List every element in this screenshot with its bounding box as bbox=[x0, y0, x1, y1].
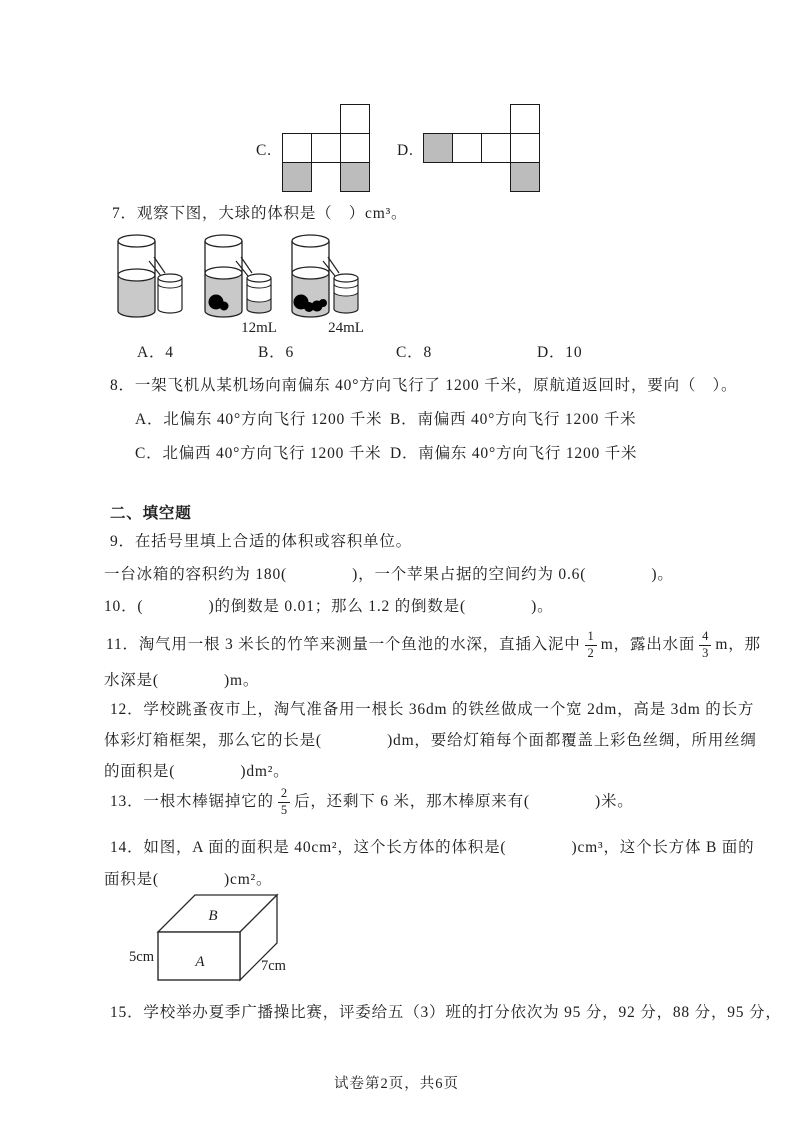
q13-segment-1: 13．一根木棒锯掉它的 bbox=[110, 793, 274, 810]
fraction-two-fifths: $\frac{2}{5}$ bbox=[278, 787, 290, 817]
box-depth-label: 7cm bbox=[261, 958, 286, 974]
q11-segment-2: m，露出水面 bbox=[600, 636, 696, 653]
question-9-line-2: 一台冰箱的容积约为 180( )，一个苹果占据的空间约为 0.6( )。 bbox=[104, 566, 674, 583]
net-cell-shaded bbox=[510, 162, 540, 192]
q8-option-d: D．南偏东 40°方向飞行 1200 千米 bbox=[390, 445, 638, 462]
beaker-group-3 bbox=[292, 235, 364, 336]
beaker-group-1 bbox=[118, 235, 182, 317]
question-12-line-3: 的面积是( )dm²。 bbox=[104, 763, 290, 780]
cuboid-figure bbox=[120, 890, 305, 995]
q7-option-a: A．4 bbox=[137, 344, 174, 361]
net-cell bbox=[510, 133, 540, 163]
net-cell-shaded bbox=[423, 133, 453, 163]
net-cell bbox=[340, 104, 370, 134]
cube-net-d bbox=[423, 104, 541, 193]
net-cell bbox=[452, 133, 482, 163]
question-13-line bbox=[110, 783, 634, 821]
question-14-line-1: 14．如图，A 面的面积是 40cm²，这个长方体的体积是( )cm³，这个长方体 B 面的 bbox=[110, 839, 755, 856]
q8-option-c: C．北偏西 40°方向飞行 1200 千米 bbox=[135, 445, 382, 462]
q13-segment-2: 后，还剩下 6 米，那木棒原来有( )米。 bbox=[294, 793, 634, 810]
question-11-line-1 bbox=[106, 626, 761, 664]
question-12-line-1: 12．学校跳蚤夜市上，淘气准备用一根长 36dm 的铁丝做成一个宽 2dm，高是 3dm 的长方 bbox=[110, 701, 755, 718]
question-15-text: 15．学校举办夏季广播操比赛，评委给五（3）班的打分依次为 95 分，92 分，88 分，95 分， bbox=[110, 1004, 782, 1021]
beaker-group-2 bbox=[205, 235, 277, 336]
net-cell bbox=[340, 133, 370, 163]
question-12-line-2: 体彩灯箱框架，那么它的长是( )dm，要给灯箱每个面都覆盖上彩色丝绸，所用丝绸 bbox=[104, 732, 757, 749]
section-2-header: 二、填空题 bbox=[110, 505, 192, 522]
question-10-text: 10．( )的倒数是 0.01；那么 1.2 的倒数是( )。 bbox=[104, 598, 554, 615]
net-d-label: D. bbox=[397, 142, 414, 159]
page-footer: 试卷第2页，共6页 bbox=[334, 1076, 459, 1092]
beakers-figure bbox=[105, 228, 377, 345]
net-cell-shaded bbox=[282, 162, 312, 192]
q11-segment-1: 11．淘气用一根 3 米长的竹竿来测量一个鱼池的水深，直插入泥中 bbox=[106, 636, 581, 653]
question-7-text: 7．观察下图，大球的体积是（ ）cm³。 bbox=[112, 205, 408, 222]
fraction-four-thirds: $\frac{4}{3}$ bbox=[699, 630, 711, 660]
beaker-3-volume-label: 24mL bbox=[328, 320, 364, 336]
box-face-b-label: B bbox=[208, 908, 218, 924]
net-c-label: C. bbox=[256, 142, 272, 159]
question-8-text: 8．一架飞机从某机场向南偏东 40°方向飞行了 1200 千米，原航道返回时，要向（ ）。 bbox=[110, 377, 738, 394]
cube-net-c bbox=[282, 104, 371, 193]
box-height-label: 5cm bbox=[129, 949, 154, 965]
net-cell bbox=[481, 133, 511, 163]
net-cell bbox=[311, 133, 341, 163]
question-14-line-2: 面积是( )cm²。 bbox=[104, 871, 273, 888]
q7-option-c: C．8 bbox=[396, 344, 432, 361]
q8-option-b: B．南偏西 40°方向飞行 1200 千米 bbox=[390, 411, 637, 428]
fraction-one-half: $\frac{1}{2}$ bbox=[585, 630, 597, 660]
q11-segment-3: m，那 bbox=[715, 636, 761, 653]
beaker-2-volume-label: 12mL bbox=[241, 320, 277, 336]
q8-option-a: A．北偏东 40°方向飞行 1200 千米 bbox=[135, 411, 383, 428]
q7-option-d: D．10 bbox=[537, 344, 583, 361]
net-cell bbox=[510, 104, 540, 134]
q7-option-b: B．6 bbox=[258, 344, 294, 361]
net-cell bbox=[282, 133, 312, 163]
question-9-line-1: 9．在括号里填上合适的体积或容积单位。 bbox=[110, 533, 412, 550]
question-11-line-2: 水深是( )m。 bbox=[104, 672, 260, 689]
net-cell-shaded bbox=[340, 162, 370, 192]
box-face-a-label: A bbox=[195, 954, 205, 970]
